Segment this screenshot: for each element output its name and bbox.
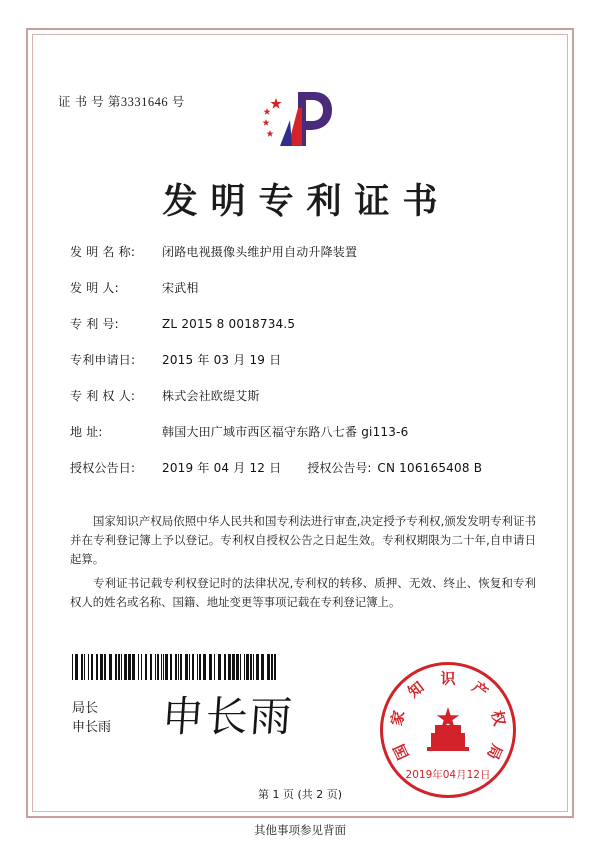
page-number: 第 1 页 (共 2 页) (257, 788, 343, 801)
seal-char: 局 (483, 741, 507, 763)
legal-paragraph-2: 专利证书记载专利权登记时的法律状况,专利权的转移、质押、无效、终止、恢复和专利权人的姓名或名称、国籍、地址变更等事项记载在专利登记簿上。 (70, 576, 536, 609)
field-label: 专 利 权 人: (70, 389, 136, 403)
certificate-number: 证 书 号 第3331646 号 (58, 95, 185, 109)
seal-char: 产 (468, 677, 492, 702)
field-label: 地 址: (70, 425, 103, 439)
seal-char: 知 (404, 677, 428, 702)
official-red-seal (380, 662, 516, 798)
seal-char: 国 (389, 741, 413, 763)
legal-text-block (70, 512, 536, 617)
signature-title-line1: 局长 (72, 701, 99, 716)
field-label: 发 明 名 称: (70, 245, 136, 259)
seal-char: 识 (440, 669, 456, 688)
patent-office-emblem-icon (240, 86, 360, 152)
field-label: 专 利 号: (70, 317, 119, 331)
field-value: 闭路电视摄像头维护用自动升降装置 (162, 245, 358, 259)
field-label: 专利申请日: (70, 353, 136, 367)
five-star-emblem-icon (421, 703, 475, 757)
seal-char: 权 (487, 708, 509, 728)
field-value: 2015 年 03 月 19 日 (162, 353, 282, 367)
field-row-inventor (70, 280, 538, 297)
field-value: 韩国大田广域市西区福守东路八七番 gi113-6 (162, 425, 409, 439)
barcode-icon (72, 654, 282, 680)
field-value: 宋武相 (162, 281, 199, 295)
field-label-secondary: 授权公告号: (307, 461, 372, 475)
field-row-address (70, 424, 538, 441)
field-value: ZL 2015 8 0018734.5 (162, 317, 296, 331)
signature-title (72, 699, 111, 737)
field-row-patent-number (70, 316, 538, 333)
field-value-secondary: CN 106165408 B (377, 461, 483, 475)
handwritten-signature: 申长雨 (160, 692, 296, 741)
seal-char: 家 (387, 708, 409, 728)
field-value: 2019 年 04 月 12 日 (162, 461, 282, 475)
legal-paragraph-1: 国家知识产权局依照中华人民共和国专利法进行审查,决定授予专利权,颁发发明专利证书并在专利登记簿上予以登记。专利权自授权公告之日起生效。专利权期限为二十年,自申请日起算。 (70, 514, 536, 566)
field-row-application-date (70, 352, 538, 369)
qr-code-icon (482, 84, 540, 142)
field-label: 授权公告日: (70, 461, 136, 475)
field-list (70, 244, 538, 496)
seal-date: 2019年04月12日 (405, 769, 491, 781)
page-title: 发明专利证书 (162, 181, 451, 222)
field-row-patentee (70, 388, 538, 405)
certificate-content (32, 34, 568, 812)
signature-title-line2: 申长雨 (72, 720, 112, 735)
field-label: 发 明 人: (70, 281, 119, 295)
footer-note: 其他事项参见背面 (254, 823, 346, 837)
field-row-invention-name (70, 244, 538, 261)
field-value: 株式会社欧缇艾斯 (162, 389, 260, 403)
field-row-grant-announcement (70, 460, 538, 477)
